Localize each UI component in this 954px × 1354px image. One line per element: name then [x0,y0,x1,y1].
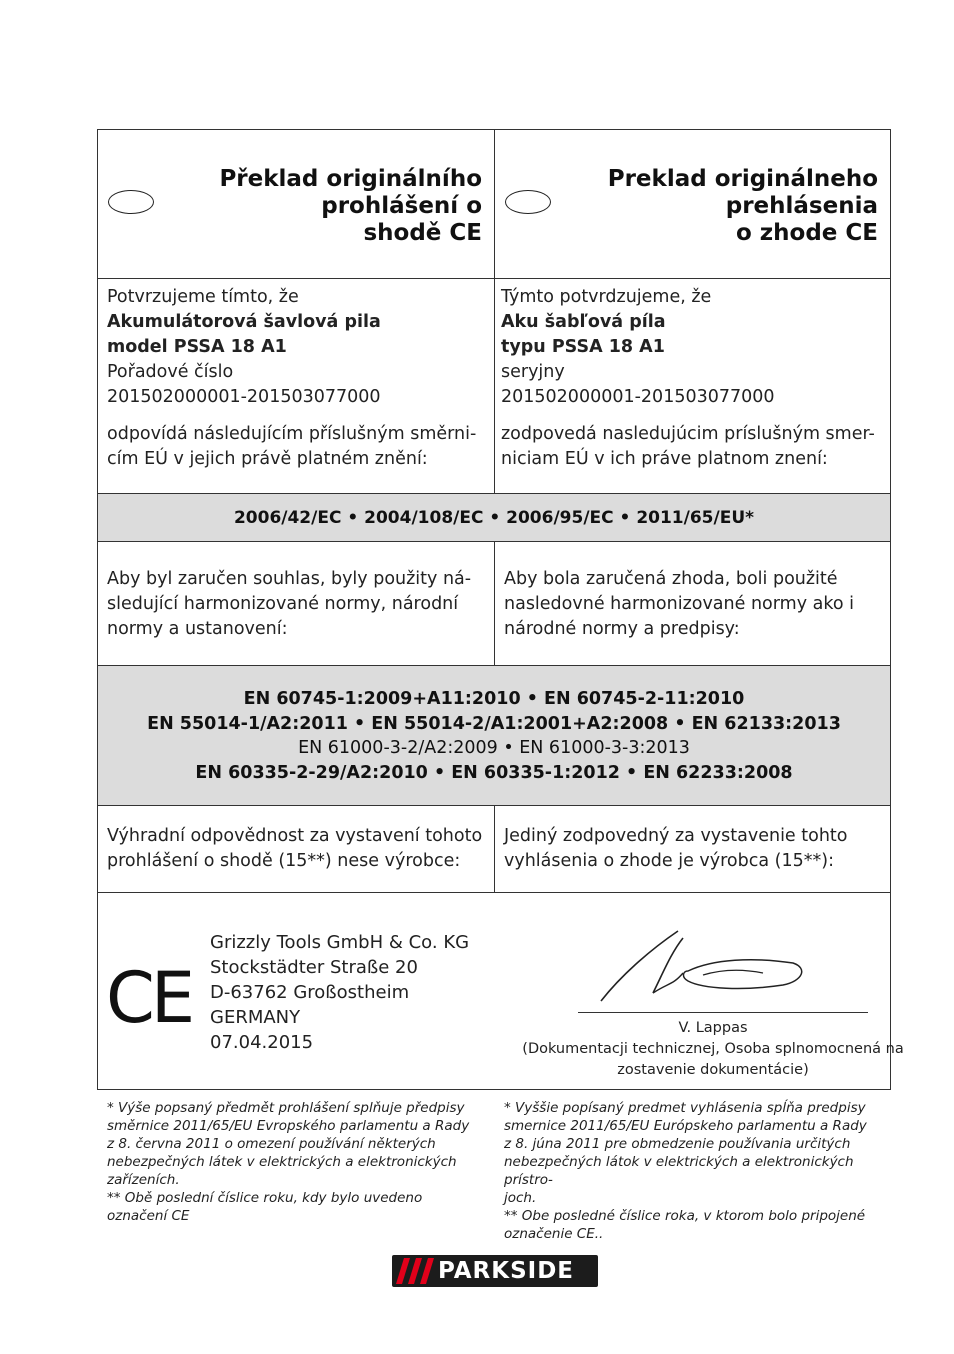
directives-row [98,494,890,542]
footnote-sk [504,1099,904,1243]
manufacturer-row [98,893,904,1089]
product-cell-sk [495,279,890,493]
text-line: vyhlásenia o zhode je výrobca (15**): [504,851,834,871]
footnote-line: nebezpečných látek v elektrických a elektronických [107,1154,457,1170]
standards-intro-sk [495,542,890,665]
language-badge-oval [505,190,551,214]
declaration-table [97,129,904,1090]
signatory-role: zostavenie dokumentácie) [617,1062,809,1078]
product-row [98,279,890,494]
standard-line: EN 60335-2-29/A2:2010 • EN 60335-1:2012 • EN 62233:2008 [195,762,793,783]
text-line: normy a ustanovení: [107,619,288,639]
standard-line: EN 55014-1/A2:2011 • EN 55014-2/A1:2001+A2:2008 • EN 62133:2013 [147,713,841,734]
title-row [98,130,890,279]
footnote-line: z 8. června 2011 o omezení používání některých [107,1136,436,1152]
signatory-block [498,1018,928,1081]
footnote-line: nebezpečných látok v elektrických a elektronických prístro- [504,1154,854,1188]
address-line: D-63762 Großostheim [210,982,410,1003]
language-badge-oval [108,190,154,214]
responsibility-text-cz [107,824,488,874]
title-line: Překlad originálního [219,166,482,192]
text-line: Aby byl zaručen souhlas, byly použity ná- [107,569,472,589]
logo-slashes-icon [396,1258,438,1284]
title-line: Preklad originálneho [607,166,878,192]
signatory-name: V. Lappas [678,1020,748,1036]
signature-line [578,1012,868,1013]
conformity-line: odpovídá následujícím příslušným směrni- [107,424,477,444]
title-line: shodě CE [363,220,482,246]
model-value: PSSA 18 A1 [545,337,665,357]
text-line: Aby bola zaručená zhoda, boli použité [504,569,838,589]
product-name: Aku šabľová píla [501,312,666,332]
text-line: národné normy a predpisy: [504,619,740,639]
conformity-line: cím EÚ v jejich právě platném znění: [107,449,428,469]
manufacturer-address [210,930,469,1055]
address-line: GERMANY [210,1007,301,1028]
footnote-line: z 8. júna 2011 pre obmedzenie používania určitých [504,1136,851,1152]
footnote-line: ** Obe posledné číslice roka, v ktorom bolo pripojené [504,1208,866,1224]
title-cell-sk [495,130,890,278]
title-cz [219,166,482,247]
footnote-line: smernice 2011/65/EU Európskeho parlamentu a Rady [504,1118,867,1134]
product-name: Akumulátorová šavlová pila [107,312,381,332]
model-label [501,335,884,360]
title-sk [608,166,878,247]
title-cell-cz [98,130,495,278]
footnote-cz [107,1099,487,1225]
footnote-line: ** Obě poslední číslice roku, kdy bylo uvedeno [107,1190,423,1206]
conformity-line: zodpovedá nasledujúcim príslušným smer- [501,424,875,444]
footnote-line: * Výše popsaný předmět prohlášení splňuje předpisy [107,1100,465,1116]
product-text-cz [107,285,488,472]
serial-label: seryjny [501,362,565,382]
footnote-line: zařízeních. [107,1172,180,1188]
serial-range: 201502000001-201503077000 [501,387,775,407]
address-line: Grizzly Tools GmbH & Co. KG [210,932,470,953]
footnote-line: označenie CE.. [504,1226,604,1242]
product-text-sk [501,285,884,472]
responsibility-cz [98,806,495,892]
ce-mark: CE [106,957,192,1039]
standard-line: EN 60745-1:2009+A11:2010 • EN 60745-2-11:2010 [243,689,745,709]
model-label: model PSSA 18 A1 [107,337,287,357]
footnote-line: * Vyššie popísaný predmet vyhlásenia spĺňa predpisy [504,1100,866,1116]
responsibility-sk [495,806,890,892]
footnote-line: směrnice 2011/65/EU Evropského parlamentu a Rady [107,1118,470,1134]
brand-name: PARKSIDE [438,1258,575,1284]
standards-intro-text-sk [504,567,884,642]
standard-line: EN 61000-3-2/A2:2009 • EN 61000-3-3:2013 [298,738,690,758]
responsibility-text-sk [504,824,884,874]
text-line: Jediný zodpovedný za vystavenie tohto [504,826,848,846]
address-line: Stockstädter Straße 20 [210,957,418,978]
text-line: sledující harmonizované normy, národní [107,594,459,614]
title-line: prehlásenia [725,193,878,219]
intro-text: Potvrzujeme tímto, že [107,287,299,307]
standards-intro-text-cz [107,567,488,642]
title-line: prohlášení o [321,193,482,219]
signatory-role: (Dokumentacji technicznej, Osoba splnomocnená na [522,1041,904,1057]
issue-date: 07.04.2015 [210,1032,314,1053]
model-label-bold: typu [501,337,546,357]
responsibility-row [98,806,890,893]
serial-range: 201502000001-201503077000 [107,387,381,407]
intro-text: Týmto potvrdzujeme, že [501,287,712,307]
footnote-line: joch. [504,1190,537,1206]
footnote-line: označení CE [107,1208,190,1224]
text-line: Výhradní odpovědnost za vystavení tohoto [107,826,483,846]
serial-label: Pořadové číslo [107,362,234,382]
standards-list [98,687,890,785]
text-line: prohlášení o shodě (15**) nese výrobce: [107,851,461,871]
standards-intro-cz [98,542,495,665]
signature-image [593,923,823,1008]
standards-intro-row [98,542,890,666]
title-line: o zhode CE [735,220,878,246]
standards-row [98,666,890,806]
parkside-logo [392,1255,598,1287]
product-cell-cz [98,279,495,493]
directives-list: 2006/42/EC • 2004/108/EC • 2006/95/EC • 2011/65/EU* [233,508,755,528]
conformity-line: niciam EÚ v ich práve platnom znení: [501,449,828,469]
text-line: nasledovné harmonizované normy ako i [504,594,854,614]
